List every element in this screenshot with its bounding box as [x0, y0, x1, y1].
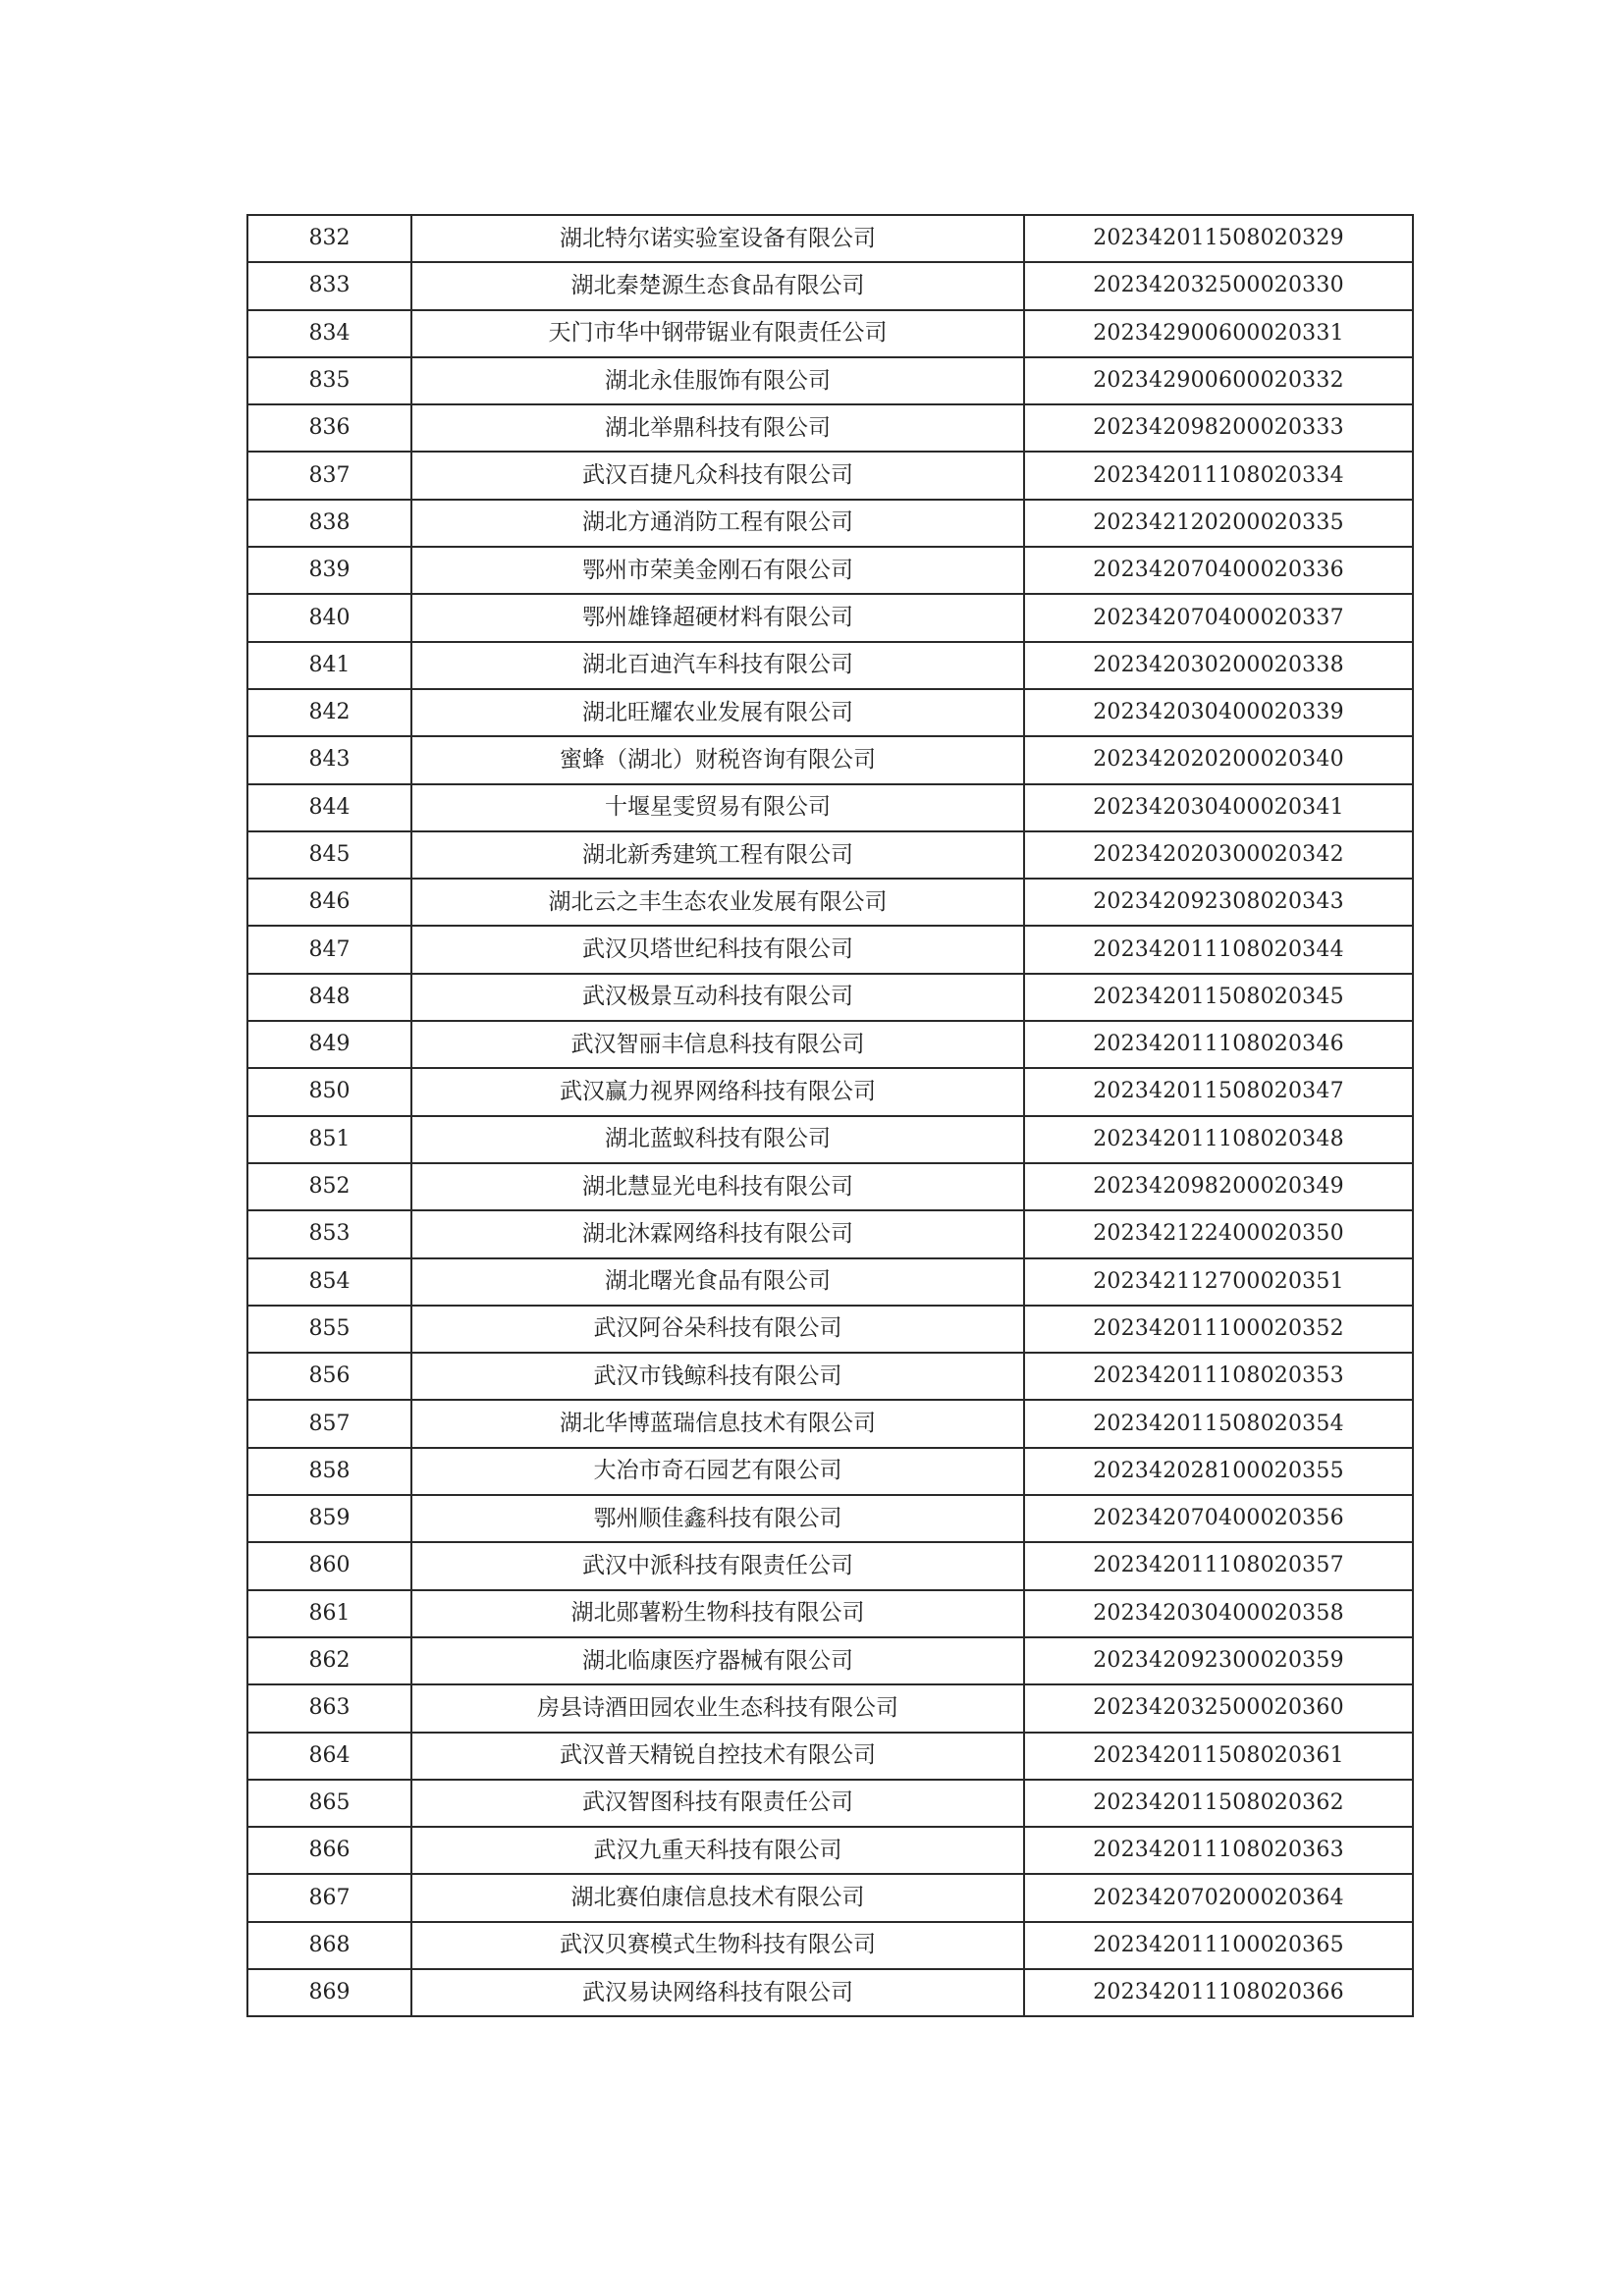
- company-name-cell: 鄂州市荣美金刚石有限公司: [411, 547, 1024, 594]
- table-row: [247, 1068, 1413, 1115]
- table-row: [247, 689, 1413, 736]
- row-number-cell: 854: [247, 1258, 411, 1306]
- company-name-cell: 湖北百迪汽车科技有限公司: [411, 642, 1024, 689]
- row-number-cell: 850: [247, 1068, 411, 1115]
- company-name-cell: 湖北慧显光电科技有限公司: [411, 1163, 1024, 1210]
- registration-code-cell: 202342028100020355: [1024, 1448, 1413, 1495]
- company-name-cell: 湖北曙光食品有限公司: [411, 1258, 1024, 1306]
- table-row: [247, 594, 1413, 641]
- row-number-cell: 844: [247, 784, 411, 831]
- table-row: [247, 1495, 1413, 1542]
- table-row: [247, 1021, 1413, 1068]
- table-row: [247, 1306, 1413, 1353]
- row-number-cell: 846: [247, 879, 411, 926]
- table-row: [247, 736, 1413, 783]
- row-number-cell: 833: [247, 262, 411, 309]
- row-number-cell: 841: [247, 642, 411, 689]
- registration-code-cell: 202342098200020333: [1024, 404, 1413, 452]
- table-row: [247, 1353, 1413, 1400]
- registration-code-cell: 202342011508020361: [1024, 1733, 1413, 1780]
- company-name-cell: 武汉贝塔世纪科技有限公司: [411, 926, 1024, 973]
- company-name-cell: 湖北旺耀农业发展有限公司: [411, 689, 1024, 736]
- registration-code-cell: 202342011108020334: [1024, 452, 1413, 499]
- registration-code-cell: 202342070400020337: [1024, 594, 1413, 641]
- registration-code-cell: 202342032500020330: [1024, 262, 1413, 309]
- table-row: [247, 1542, 1413, 1589]
- row-number-cell: 869: [247, 1969, 411, 2016]
- table-row: [247, 1210, 1413, 1257]
- company-name-cell: 湖北新秀建筑工程有限公司: [411, 831, 1024, 879]
- registration-code-cell: 202342011508020354: [1024, 1400, 1413, 1447]
- company-name-cell: 武汉百捷凡众科技有限公司: [411, 452, 1024, 499]
- registration-code-cell: 202342030400020339: [1024, 689, 1413, 736]
- table-row: [247, 215, 1413, 262]
- company-name-cell: 武汉九重天科技有限公司: [411, 1827, 1024, 1874]
- company-name-cell: 湖北临康医疗器械有限公司: [411, 1637, 1024, 1684]
- row-number-cell: 856: [247, 1353, 411, 1400]
- company-name-cell: 湖北蓝蚁科技有限公司: [411, 1116, 1024, 1163]
- registration-code-cell: 202342011508020362: [1024, 1780, 1413, 1827]
- row-number-cell: 838: [247, 500, 411, 547]
- company-name-cell: 十堰星雯贸易有限公司: [411, 784, 1024, 831]
- table-row: [247, 1969, 1413, 2016]
- table-row: [247, 1116, 1413, 1163]
- company-name-cell: 武汉普天精锐自控技术有限公司: [411, 1733, 1024, 1780]
- row-number-cell: 843: [247, 736, 411, 783]
- table-row: [247, 357, 1413, 404]
- company-name-cell: 蜜蜂（湖北）财税咨询有限公司: [411, 736, 1024, 783]
- table-row: [247, 1400, 1413, 1447]
- table-row: [247, 926, 1413, 973]
- row-number-cell: 865: [247, 1780, 411, 1827]
- registration-code-cell: 202342900600020332: [1024, 357, 1413, 404]
- registration-code-cell: 202342011108020344: [1024, 926, 1413, 973]
- row-number-cell: 835: [247, 357, 411, 404]
- row-number-cell: 866: [247, 1827, 411, 1874]
- table-row: [247, 879, 1413, 926]
- company-name-cell: 鄂州雄锋超硬材料有限公司: [411, 594, 1024, 641]
- company-name-cell: 湖北秦楚源生态食品有限公司: [411, 262, 1024, 309]
- row-number-cell: 853: [247, 1210, 411, 1257]
- row-number-cell: 848: [247, 974, 411, 1021]
- company-name-cell: 湖北永佳服饰有限公司: [411, 357, 1024, 404]
- company-name-cell: 鄂州顺佳鑫科技有限公司: [411, 1495, 1024, 1542]
- company-name-cell: 武汉阿谷朵科技有限公司: [411, 1306, 1024, 1353]
- row-number-cell: 837: [247, 452, 411, 499]
- company-name-cell: 武汉智丽丰信息科技有限公司: [411, 1021, 1024, 1068]
- table-row: [247, 1448, 1413, 1495]
- registration-code-cell: 202342011108020366: [1024, 1969, 1413, 2016]
- registration-code-cell: 202342092308020343: [1024, 879, 1413, 926]
- table-row: [247, 1780, 1413, 1827]
- table-row: [247, 831, 1413, 879]
- registration-code-cell: 202342070400020356: [1024, 1495, 1413, 1542]
- table-row: [247, 1590, 1413, 1637]
- table-row: [247, 1163, 1413, 1210]
- company-name-cell: 武汉智图科技有限责任公司: [411, 1780, 1024, 1827]
- company-name-cell: 湖北云之丰生态农业发展有限公司: [411, 879, 1024, 926]
- row-number-cell: 863: [247, 1684, 411, 1732]
- registration-code-cell: 202342070200020364: [1024, 1874, 1413, 1921]
- table-row: [247, 310, 1413, 357]
- row-number-cell: 836: [247, 404, 411, 452]
- row-number-cell: 861: [247, 1590, 411, 1637]
- table-row: [247, 642, 1413, 689]
- row-number-cell: 859: [247, 1495, 411, 1542]
- company-name-cell: 湖北沐霖网络科技有限公司: [411, 1210, 1024, 1257]
- row-number-cell: 855: [247, 1306, 411, 1353]
- table-row: [247, 974, 1413, 1021]
- row-number-cell: 867: [247, 1874, 411, 1921]
- table-row: [247, 1827, 1413, 1874]
- company-registry-table: [246, 214, 1414, 2017]
- company-name-cell: 武汉市钱鲸科技有限公司: [411, 1353, 1024, 1400]
- registration-code-cell: 202342020200020340: [1024, 736, 1413, 783]
- row-number-cell: 832: [247, 215, 411, 262]
- registration-code-cell: 202342030400020341: [1024, 784, 1413, 831]
- company-name-cell: 武汉易诀网络科技有限公司: [411, 1969, 1024, 2016]
- table-row: [247, 1258, 1413, 1306]
- row-number-cell: 839: [247, 547, 411, 594]
- company-name-cell: 湖北方通消防工程有限公司: [411, 500, 1024, 547]
- registration-code-cell: 202342011100020365: [1024, 1922, 1413, 1969]
- company-name-cell: 武汉极景互动科技有限公司: [411, 974, 1024, 1021]
- registration-code-cell: 202342011108020348: [1024, 1116, 1413, 1163]
- registration-code-cell: 202342120200020335: [1024, 500, 1413, 547]
- registration-code-cell: 202342011108020357: [1024, 1542, 1413, 1589]
- table-row: [247, 404, 1413, 452]
- company-name-cell: 湖北赛伯康信息技术有限公司: [411, 1874, 1024, 1921]
- table-row: [247, 784, 1413, 831]
- row-number-cell: 868: [247, 1922, 411, 1969]
- registration-code-cell: 202342011108020353: [1024, 1353, 1413, 1400]
- registration-code-cell: 202342011108020363: [1024, 1827, 1413, 1874]
- registration-code-cell: 202342070400020336: [1024, 547, 1413, 594]
- company-name-cell: 武汉贝赛模式生物科技有限公司: [411, 1922, 1024, 1969]
- registration-code-cell: 202342900600020331: [1024, 310, 1413, 357]
- row-number-cell: 852: [247, 1163, 411, 1210]
- registration-code-cell: 202342011100020352: [1024, 1306, 1413, 1353]
- row-number-cell: 851: [247, 1116, 411, 1163]
- registration-code-cell: 202342112700020351: [1024, 1258, 1413, 1306]
- row-number-cell: 860: [247, 1542, 411, 1589]
- table-row: [247, 500, 1413, 547]
- registration-code-cell: 202342122400020350: [1024, 1210, 1413, 1257]
- registration-code-cell: 202342011108020346: [1024, 1021, 1413, 1068]
- company-name-cell: 天门市华中钢带锯业有限责任公司: [411, 310, 1024, 357]
- registration-code-cell: 202342032500020360: [1024, 1684, 1413, 1732]
- table-row: [247, 1733, 1413, 1780]
- row-number-cell: 857: [247, 1400, 411, 1447]
- row-number-cell: 845: [247, 831, 411, 879]
- row-number-cell: 858: [247, 1448, 411, 1495]
- company-name-cell: 湖北举鼎科技有限公司: [411, 404, 1024, 452]
- table-row: [247, 1637, 1413, 1684]
- company-name-cell: 湖北郧薯粉生物科技有限公司: [411, 1590, 1024, 1637]
- table-row: [247, 1874, 1413, 1921]
- row-number-cell: 862: [247, 1637, 411, 1684]
- registration-code-cell: 202342030400020358: [1024, 1590, 1413, 1637]
- registration-code-cell: 202342092300020359: [1024, 1637, 1413, 1684]
- company-name-cell: 武汉赢力视界网络科技有限公司: [411, 1068, 1024, 1115]
- company-name-cell: 大冶市奇石园艺有限公司: [411, 1448, 1024, 1495]
- company-name-cell: 湖北特尔诺实验室设备有限公司: [411, 215, 1024, 262]
- table-row: [247, 1684, 1413, 1732]
- company-name-cell: 房县诗酒田园农业生态科技有限公司: [411, 1684, 1024, 1732]
- row-number-cell: 840: [247, 594, 411, 641]
- table-row: [247, 262, 1413, 309]
- registration-code-cell: 202342011508020345: [1024, 974, 1413, 1021]
- table-row: [247, 452, 1413, 499]
- row-number-cell: 834: [247, 310, 411, 357]
- company-name-cell: 湖北华博蓝瑞信息技术有限公司: [411, 1400, 1024, 1447]
- company-name-cell: 武汉中派科技有限责任公司: [411, 1542, 1024, 1589]
- registration-code-cell: 202342020300020342: [1024, 831, 1413, 879]
- row-number-cell: 849: [247, 1021, 411, 1068]
- registration-code-cell: 202342030200020338: [1024, 642, 1413, 689]
- registration-code-cell: 202342011508020329: [1024, 215, 1413, 262]
- registration-code-cell: 202342011508020347: [1024, 1068, 1413, 1115]
- table-row: [247, 547, 1413, 594]
- row-number-cell: 864: [247, 1733, 411, 1780]
- row-number-cell: 842: [247, 689, 411, 736]
- table-body: [247, 215, 1413, 2016]
- registration-code-cell: 202342098200020349: [1024, 1163, 1413, 1210]
- table-row: [247, 1922, 1413, 1969]
- row-number-cell: 847: [247, 926, 411, 973]
